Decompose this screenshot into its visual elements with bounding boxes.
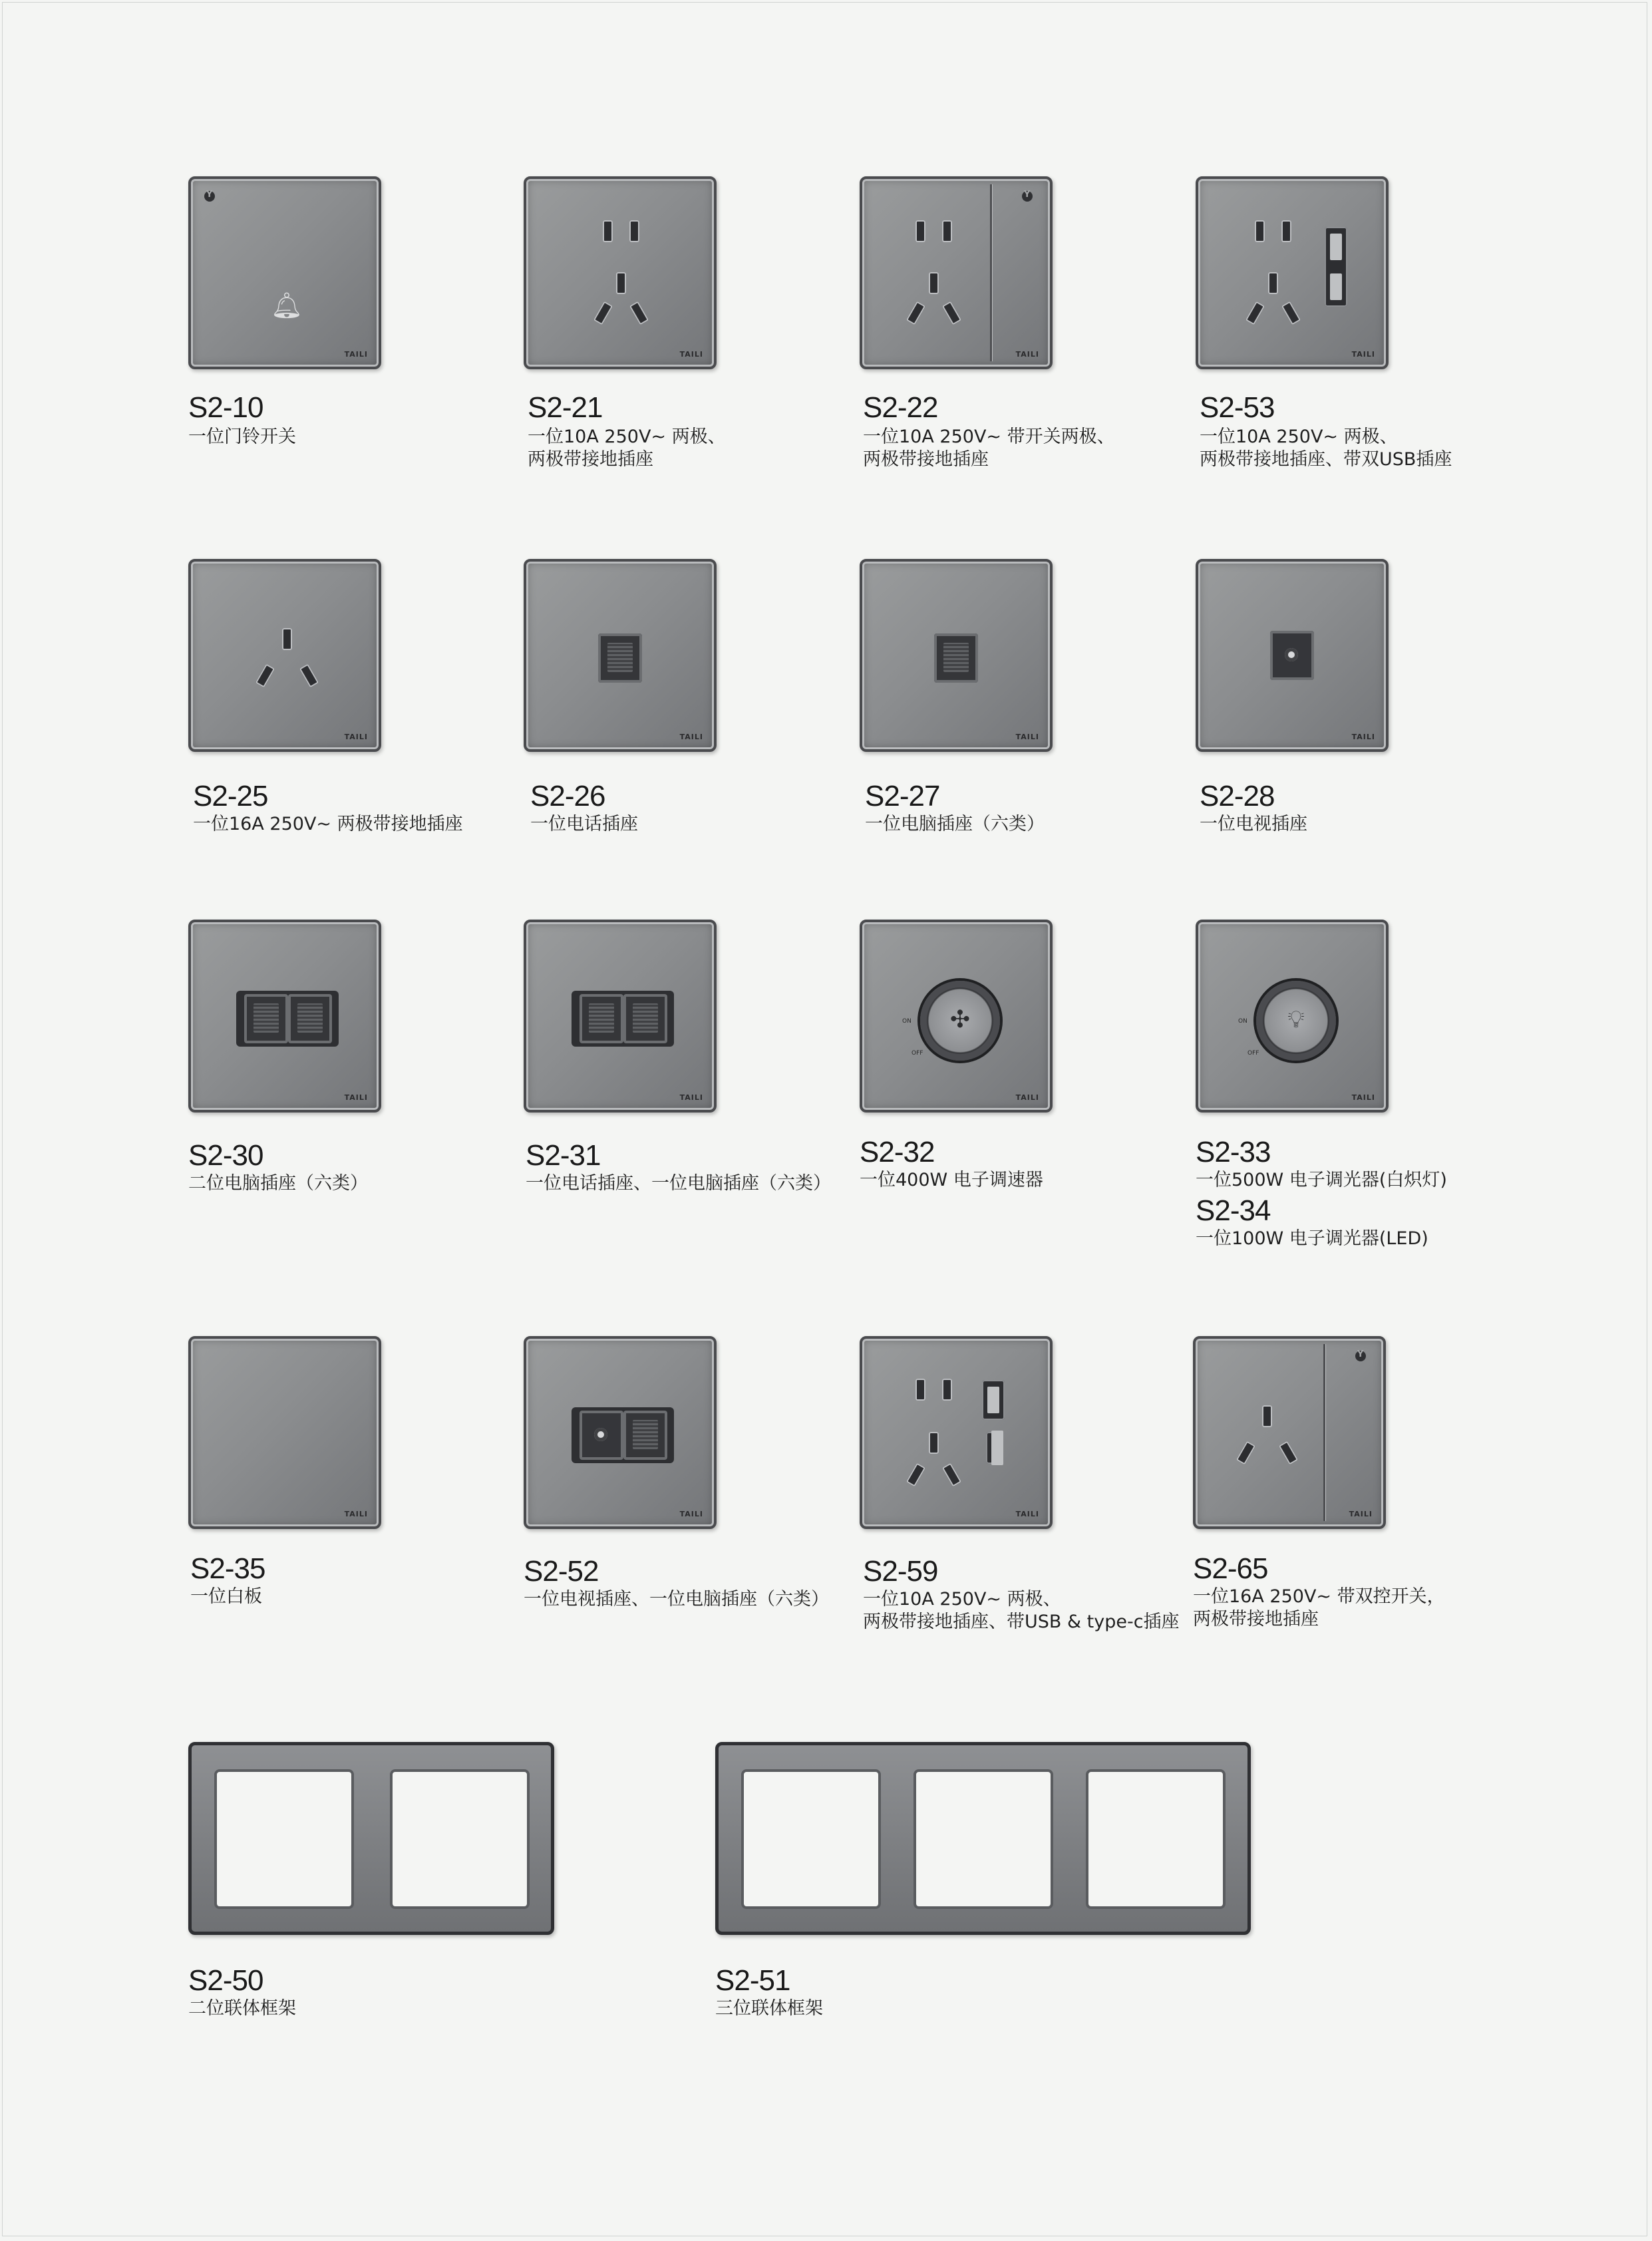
product-desc-line: 二位电脑插座（六类） — [188, 1173, 368, 1194]
fan-icon: ✣ — [949, 1006, 971, 1033]
product-desc-line: 三位联体框架 — [715, 1998, 823, 2019]
product-desc-line: 一位100W 电子调光器(LED) — [1196, 1228, 1428, 1249]
brand-label: TAILI — [1015, 1510, 1039, 1518]
brand-logo-icon — [204, 191, 215, 202]
product-code: S2-10 — [188, 391, 263, 424]
product-code: S2-51 — [715, 1964, 790, 1997]
product-code: S2-32 — [860, 1136, 935, 1168]
product-desc-line: 一位400W 电子调速器 — [860, 1170, 1043, 1190]
usb-socket-plate — [1196, 176, 1389, 369]
three-pin-socket-plate — [188, 559, 381, 752]
product-code: S2-21 — [528, 391, 603, 424]
brand-label: TAILI — [679, 350, 703, 359]
pin-slot — [1281, 301, 1301, 325]
pin-slot — [603, 220, 613, 242]
pin-slot — [1281, 220, 1291, 242]
three-gang-frame — [715, 1742, 1251, 1935]
frame-window — [913, 1769, 1053, 1909]
product-desc-line: 两极带接地插座 — [528, 449, 653, 470]
product-desc-line: 两极带接地插座、带USB & type-c插座 — [863, 1612, 1180, 1632]
product-desc-line: 一位电视插座 — [1200, 814, 1307, 834]
pin-slot — [1245, 301, 1265, 325]
phone-data-socket-plate — [524, 920, 717, 1113]
on-label: ON — [902, 1018, 911, 1025]
product-desc-line: 一位10A 250V~ 两极、 — [863, 1589, 1061, 1610]
tv-coax-icon — [579, 1411, 623, 1460]
pin-slot — [929, 1432, 939, 1454]
product-desc-line: 一位电话插座 — [530, 814, 638, 834]
product-code: S2-35 — [190, 1552, 265, 1585]
product-code: S2-27 — [865, 780, 940, 812]
product-code: S2-53 — [1200, 391, 1275, 424]
phone-jack-icon — [598, 633, 642, 683]
brand-logo-icon — [1022, 191, 1033, 202]
product-desc-line: 两极带接地插座 — [863, 449, 989, 470]
brand-label: TAILI — [1015, 1093, 1039, 1102]
brand-label: TAILI — [344, 733, 368, 741]
product-desc-line: 一位电视插座、一位电脑插座（六类） — [524, 1589, 829, 1610]
brand-label: TAILI — [1351, 1093, 1375, 1102]
product-desc-line: 一位电脑插座（六类） — [865, 814, 1045, 834]
product-code: S2-59 — [863, 1555, 938, 1588]
brand-logo-icon — [1355, 1351, 1366, 1361]
usb-port-icon — [982, 1380, 1005, 1420]
product-desc-line: 一位16A 250V~ 带双控开关， — [1193, 1586, 1445, 1607]
brand-label: TAILI — [679, 733, 703, 741]
product-desc-line: 二位联体框架 — [188, 1998, 296, 2019]
switched-socket-plate — [860, 176, 1053, 369]
product-desc-line: 一位10A 250V~ 两极、 — [1200, 427, 1398, 447]
product-code: S2-31 — [526, 1139, 601, 1172]
brand-label: TAILI — [679, 1093, 703, 1102]
switch-divider — [990, 184, 992, 361]
pin-slot — [906, 1463, 925, 1486]
product-code: S2-50 — [188, 1964, 263, 1997]
brand-label: TAILI — [1015, 350, 1039, 359]
pin-slot — [1268, 272, 1278, 294]
typec-port-icon — [986, 1432, 1002, 1464]
network-jack-icon — [623, 994, 667, 1043]
network-jack-icon — [244, 994, 288, 1043]
switched-three-pin-socket-plate — [1193, 1336, 1386, 1529]
frame-window — [214, 1769, 354, 1909]
pin-slot — [942, 1463, 961, 1486]
on-label: ON — [1238, 1018, 1247, 1025]
pin-slot — [299, 663, 319, 687]
usb-typec-socket-plate — [860, 1336, 1053, 1529]
bulb-icon: 💡︎ — [1287, 1006, 1305, 1033]
phone-socket-plate — [524, 559, 717, 752]
product-desc-line: 一位电话插座、一位电脑插座（六类） — [526, 1173, 831, 1194]
product-desc-line: 一位500W 电子调光器(白炽灯) — [1196, 1170, 1447, 1190]
product-desc-line: 一位10A 250V~ 带开关两极、 — [863, 427, 1115, 447]
pin-slot — [1262, 1405, 1272, 1427]
brand-label: TAILI — [1351, 350, 1375, 359]
network-jack-icon — [934, 633, 978, 683]
brand-label: TAILI — [1349, 1510, 1373, 1518]
double-data-socket-plate — [188, 920, 381, 1113]
frame-window — [741, 1769, 881, 1909]
product-code: S2-26 — [530, 780, 605, 812]
speed-knob[interactable] — [920, 981, 1000, 1061]
pin-slot — [942, 301, 961, 325]
brand-label: TAILI — [1015, 733, 1039, 741]
product-desc-line: 一位白板 — [190, 1586, 262, 1607]
bell-icon: 🔔︎ — [271, 291, 303, 320]
fan-speed-controller-plate — [860, 920, 1053, 1113]
pin-slot — [282, 628, 292, 650]
brand-label: TAILI — [344, 1093, 368, 1102]
product-code: S2-25 — [193, 780, 268, 812]
pin-slot — [915, 1379, 925, 1401]
dimmer-knob[interactable] — [1256, 981, 1336, 1061]
pin-slot — [629, 220, 639, 242]
product-desc-line: 一位16A 250V~ 两极带接地插座 — [193, 814, 463, 834]
tv-coax-icon — [1270, 631, 1314, 680]
product-code: S2-22 — [863, 391, 938, 424]
tv-socket-plate — [1196, 559, 1389, 752]
blank-plate — [188, 1336, 381, 1529]
product-code: S2-30 — [188, 1139, 263, 1172]
product-code: S2-52 — [524, 1555, 599, 1588]
off-label: OFF — [1247, 1050, 1259, 1057]
off-label: OFF — [911, 1050, 923, 1057]
network-jack-icon — [623, 1411, 667, 1460]
pin-slot — [906, 301, 925, 325]
pin-slot — [629, 301, 649, 325]
product-code: S2-33 — [1196, 1136, 1271, 1168]
doorbell-switch-plate — [188, 176, 381, 369]
frame-window — [1086, 1769, 1226, 1909]
switch-divider — [1323, 1344, 1325, 1521]
product-code: S2-34 — [1196, 1194, 1271, 1227]
usb-port-icon — [1325, 227, 1347, 307]
pin-slot — [942, 1379, 952, 1401]
brand-label: TAILI — [344, 350, 368, 359]
brand-label: TAILI — [679, 1510, 703, 1518]
pin-slot — [929, 272, 939, 294]
pin-slot — [1279, 1441, 1298, 1465]
pin-slot — [616, 272, 626, 294]
socket-plate — [524, 176, 717, 369]
pin-slot — [1236, 1441, 1255, 1465]
product-desc-line: 两极带接地插座、带双USB插座 — [1200, 449, 1452, 470]
frame-window — [390, 1769, 530, 1909]
brand-label: TAILI — [1351, 733, 1375, 741]
tv-data-socket-plate — [524, 1336, 717, 1529]
product-code: S2-28 — [1200, 780, 1275, 812]
network-jack-icon — [288, 994, 332, 1043]
pin-slot — [915, 220, 925, 242]
product-desc-line: 一位门铃开关 — [188, 427, 296, 447]
phone-jack-icon — [579, 994, 623, 1043]
product-desc-line: 两极带接地插座 — [1193, 1609, 1319, 1630]
pin-slot — [593, 301, 613, 325]
two-gang-frame — [188, 1742, 554, 1935]
pin-slot — [255, 663, 275, 687]
pin-slot — [1255, 220, 1265, 242]
brand-label: TAILI — [344, 1510, 368, 1518]
data-socket-plate — [860, 559, 1053, 752]
product-code: S2-65 — [1193, 1552, 1268, 1585]
pin-slot — [942, 220, 952, 242]
light-dimmer-plate — [1196, 920, 1389, 1113]
product-desc-line: 一位10A 250V~ 两极、 — [528, 427, 726, 447]
